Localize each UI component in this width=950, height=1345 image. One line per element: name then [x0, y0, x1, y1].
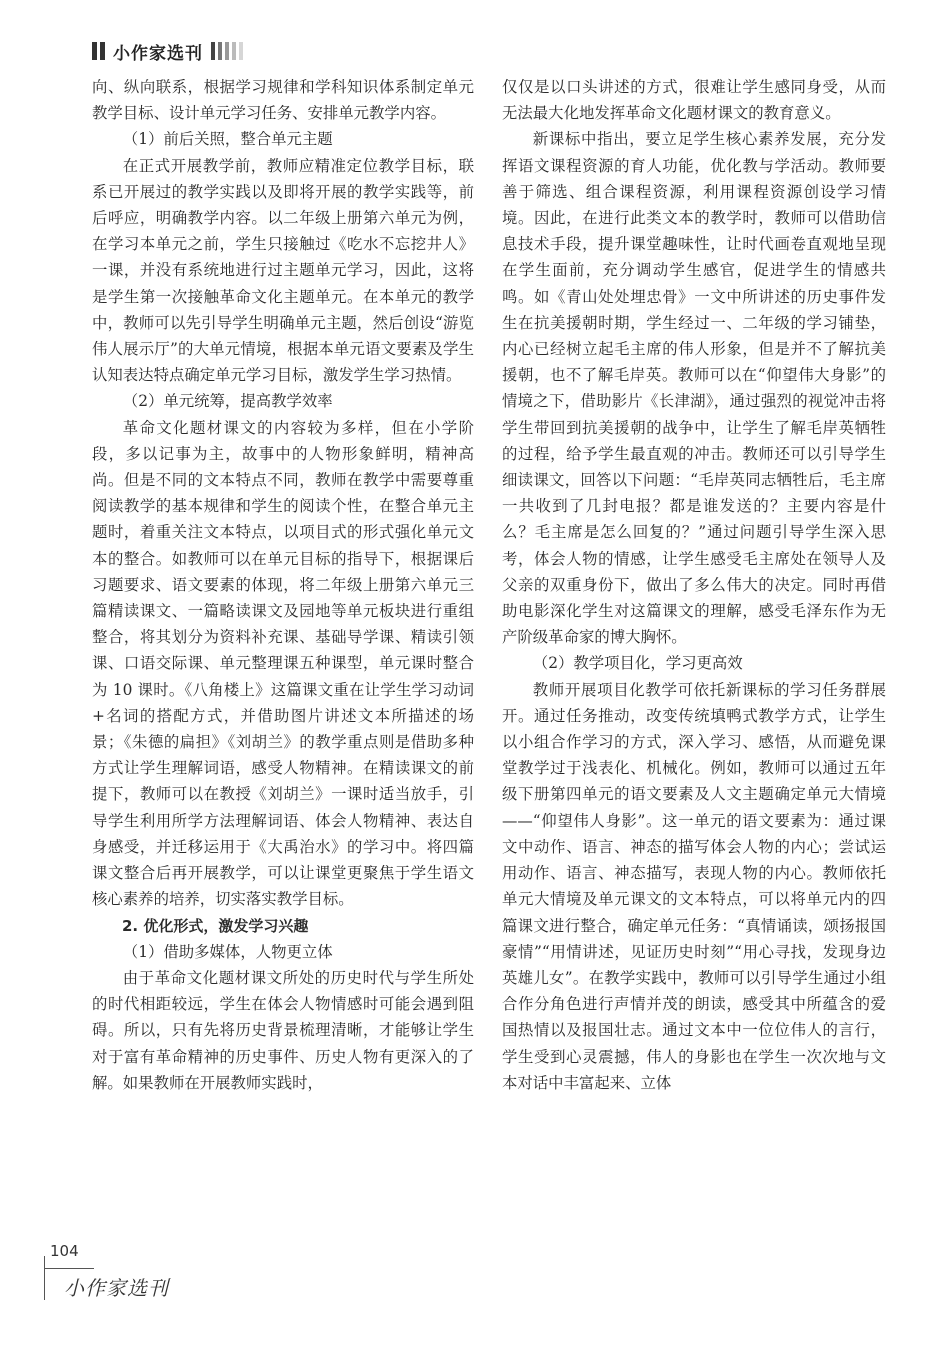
paragraph: （1）借助多媒体，人物更立体	[122, 942, 333, 961]
paragraph: 革命文化题材课文的内容较为多样，但在小学阶段，多以记事为主，故事中的人物形象鲜明，精神高尚。但是不同的文本特点不同，教师在教学中需要尊重阅读教学的基本规律和学生的阅读个性，在整合单元主题时，着重关注文本特点，以项目式的形式强化单元文本的整合。如教师可以在单元目标的指导下，根据课后习题要求、语文要素的体现，将二年级上册第六单元三篇精读课文、一篇略读课文及园地等单元板块进行重组整合，将其划分为资料补充课、基础导学课、精读引领课、口语交际课、单元整理课五种课型，单元课时整合为 10 课时。《八角楼上》这篇课文重在让学生学习动词+名词的搭配方式，并借助图片讲述文本所描述的场景；《朱德的扁担》《刘胡兰》的教学重点则是借助多种方式让学生理解词语，感受人物精神。在精读课文的前提下，教师可以在教授《刘胡兰》一课时适当放手，引导学生利用所学方法理解词语、体会人物精神、表达自身感受，并迁移运用于《大禹治水》的学习中。将四篇课文整合后再开展教学，可以让课堂更聚焦于学生语文核心素养的培养，切实落实教学目标。	[92, 418, 474, 909]
paragraph: 教师开展项目化教学可依托新课标的学习任务群展开。通过任务推动，改变传统填鸭式教学方式，让学生以小组合作学习的方式，深入学习、感悟，从而避免课堂教学过于浅表化、机械化。例如，教师可以通过五年级下册第四单元的语文要素及人文主题确定单元大情境——“仰望伟人身影”。这一单元的语文要素为：通过课文中动作、语言、神态的描写体会人物的内心；尝试运用动作、语言、神态描写，表现人物的内心。教师依托单元大情境及单元课文的文本特点，可以将单元内的四篇课文进行整合，确定单元任务：“真情诵读，颂扬报国豪情”“用情讲述，见证历史时刻”“用心寻找，发现身边英雄儿女”。在教学实践中，教师可以引导学生通过小组合作分角色进行声情并茂的朗读，感受其中所蕴含的爱国热情以及报国壮志。通过文本中一位位伟人的言行，学生受到心灵震撼，伟人的身影也在学生一次次地与文本对话中丰富起来、立体	[502, 680, 886, 1092]
footer-rule	[44, 1256, 45, 1300]
footer-hrule	[44, 1268, 94, 1269]
paragraph: （2）单元统筹，提高教学效率	[122, 392, 333, 411]
paragraph: 在正式开展教学前，教师应精准定位教学目标，联系已开展过的教学实践以及即将开展的教学实践等，前后呼应，明确教学内容。以二年级上册第六单元为例，在学习本单元之前，学生只接触过《吃水不忘挖井人》一课，并没有系统地进行过主题单元学习，因此，这将是学生第一次接触革命文化主题单元。在本单元的教学中，教师可以先引导学生明确单元主题，然后创设“游览伟人展示厅”的大单元情境，根据本单元语文要素及学生认知表达特点确定单元学习目标，激发学生学习热情。	[92, 156, 474, 385]
left-column	[92, 74, 474, 1096]
section-heading: 2. 优化形式，激发学习兴趣	[122, 916, 309, 935]
paragraph: 新课标中指出，要立足学生核心素养发展，充分发挥语文课程资源的育人功能，优化教与学活动。教师要善于筛选、组合课程资源，利用课程资源创设学习情境。因此，在进行此类文本的教学时，教师可以借助信息技术手段，提升课堂趣味性，让时代画卷直观地呈现在学生面前，充分调动学生感官，促进学生的情感共鸣。如《青山处处埋忠骨》一文中所讲述的历史事件发生在抗美援朝时期，学生经过一、二年级的学习铺垫，内心已经树立起毛主席的伟人形象，但是并不了解抗美援朝，也不了解毛岸英。教师可以在“仰望伟大身影”的情境之下，借助影片《长津湖》，通过强烈的视觉冲击将学生带回到抗美援朝的战争中，让学生了解毛岸英牺牲的过程，给予学生最直观的冲击。教师还可以引导学生细读课文，回答以下问题：“毛岸英同志牺牲后，毛主席一共收到了几封电报？都是谁发送的？主要内容是什么？毛主席是怎么回复的？”通过问题引导学生深入思考，体会人物的情感，让学生感受毛主席处在领导人及父亲的双重身份下，做出了多么伟大的决定。同时再借助电影深化学生对这篇课文的理解，感受毛泽东作为无产阶级革命家的博大胸怀。	[502, 130, 886, 647]
journal-title: 小作家选刊	[113, 43, 203, 64]
header-bars-right-icon	[211, 42, 243, 60]
header-bars-left-icon	[92, 42, 105, 60]
paragraph: 向、纵向联系，根据学习规律和学科知识体系制定单元教学目标、设计单元学习任务、安排单元教学内容。	[92, 78, 474, 123]
paragraph: 仅仅是以口头讲述的方式，很难让学生感同身受，从而无法最大化地发挥革命文化题材课文的教育意义。	[502, 78, 886, 123]
right-column	[502, 74, 886, 1096]
footer-logo: 小作家选刊	[64, 1276, 169, 1300]
running-header	[92, 38, 243, 64]
paragraph: （1）前后关照，整合单元主题	[122, 130, 333, 149]
page-number: 104	[50, 1242, 79, 1260]
paragraph: 由于革命文化题材课文所处的历史时代与学生所处的时代相距较远，学生在体会人物情感时可能会遇到阻碍。所以，只有先将历史背景梳理清晰，才能够让学生对于富有革命精神的历史事件、历史人物有更深入的了解。如果教师在开展教师实践时，	[92, 968, 474, 1092]
paragraph: （2）教学项目化，学习更高效	[532, 654, 743, 673]
